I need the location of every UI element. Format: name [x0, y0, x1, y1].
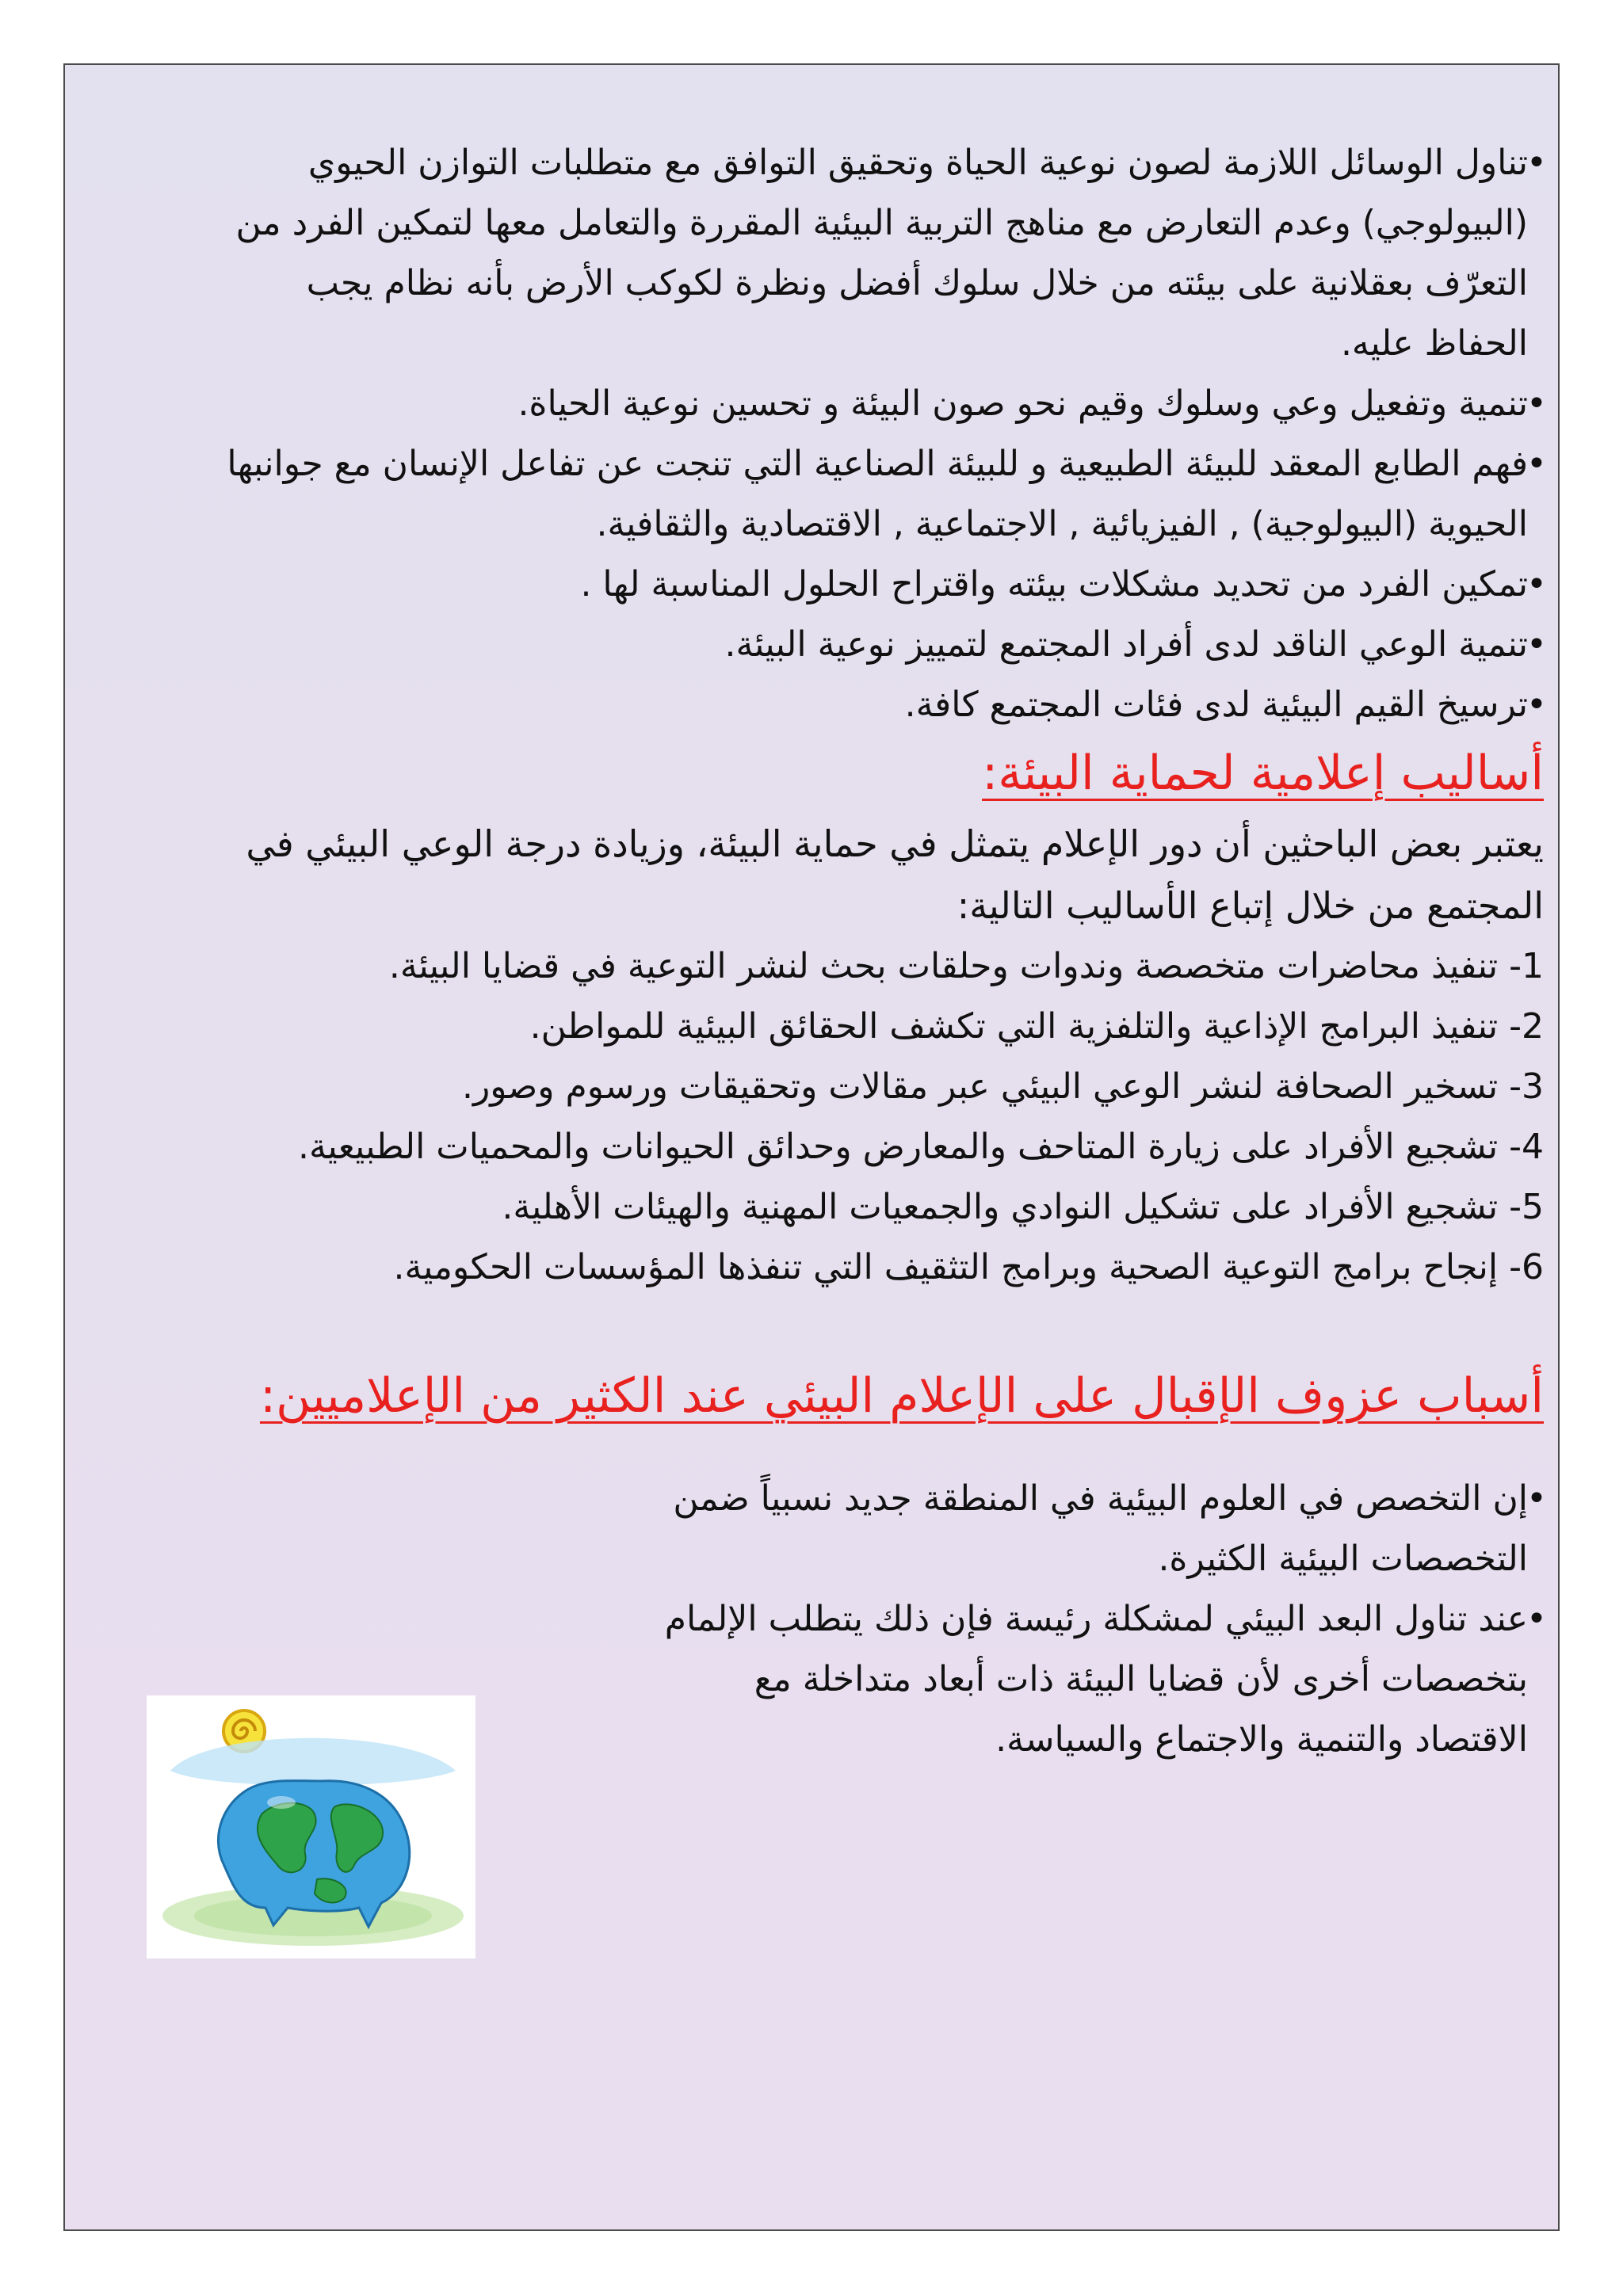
bullet-glyph: •	[1526, 143, 1547, 183]
list-item: 3- تسخير الصحافة لنشر الوعي البيئي عبر مقالات وتحقيقات ورسوم وصور.	[461, 1066, 1544, 1107]
media-intro-paragraph: يعتبر بعض الباحثين أن دور الإعلام يتمثل في حماية البيئة، وزيادة درجة الوعي البيئي في المجتمع من خلال إتباع الأساليب التالية:	[246, 822, 1544, 927]
list-item	[198, 615, 1547, 675]
bullet-glyph: •	[1526, 1478, 1547, 1519]
list-item: 6- إنجاح برامج التوعية الصحية وبرامج التثقيف التي تنفذها المؤسسات الحكومية.	[393, 1247, 1544, 1287]
list-item	[198, 133, 1547, 374]
list-item	[648, 1589, 1547, 1770]
bullet-glyph: •	[1526, 685, 1547, 725]
list-item: 2- تنفيذ البرامج الإذاعية والتلفزية التي تكشف الحقائق البيئية للمواطن.	[529, 1006, 1544, 1047]
list-item-text: إن التخصص في العلوم البيئية في المنطقة جديد نسبياً ضمن التخصصات البيئية الكثيرة.	[673, 1478, 1528, 1579]
list-item-text: تنمية وتفعيل وعي وسلوك وقيم نحو صون البيئة و تحسين نوعية الحياة.	[517, 383, 1528, 424]
document-content	[198, 133, 1547, 1770]
list-item: 1- تنفيذ محاضرات متخصصة وندوات وحلقات بحث لنشر التوعية في قضايا البيئة.	[388, 946, 1544, 986]
section-heading-media-styles: أساليب إعلامية لحماية البيئة:	[982, 746, 1544, 801]
bullet-glyph: •	[1526, 624, 1547, 665]
reasons-bullet-list	[648, 1469, 1547, 1770]
bullet-glyph: •	[1526, 383, 1547, 424]
list-item	[198, 374, 1547, 434]
list-item: 5- تشجيع الأفراد على تشكيل النوادي والجمعيات المهنية والهيئات الأهلية.	[502, 1187, 1544, 1227]
list-item-text: تمكين الفرد من تحديد مشكلات بيئته واقتراح الحلول المناسبة لها .	[580, 564, 1528, 605]
numbered-list	[198, 936, 1544, 1298]
bullet-glyph: •	[1526, 564, 1547, 605]
list-item: 4- تشجيع الأفراد على زيارة المتاحف والمعارض وحدائق الحيوانات والمحميات الطبيعية.	[297, 1127, 1544, 1167]
list-item-text: فهم الطابع المعقد للبيئة الطبيعية و للبيئة الصناعية التي تنجت عن تفاعل الإنسان مع جوانبها الحيوية (البيولوجية) , الفيزيائية , الاجتماعية , الاقتصادية والثقافية.	[227, 444, 1528, 544]
list-item-text: تنمية الوعي الناقد لدى أفراد المجتمع لتمييز نوعية البيئة.	[724, 624, 1528, 665]
list-item	[198, 434, 1547, 555]
bullet-glyph: •	[1526, 444, 1547, 484]
list-item	[648, 1469, 1547, 1589]
list-item-text: عند تناول البعد البيئي لمشكلة رئيسة فإن ذلك يتطلب الإلمام بتخصصات أخرى لأن قضايا البيئة ذات أبعاد متداخلة مع الاقتصاد والتنمية والاجتماع والسياسة.	[664, 1599, 1528, 1760]
section-heading-reasons: أسباب عزوف الإقبال على الإعلام البيئي عند الكثير من الإعلاميين:	[259, 1368, 1544, 1424]
list-item	[198, 555, 1547, 615]
list-item	[198, 675, 1547, 735]
intro-bullet-list	[198, 133, 1547, 735]
melting-earth-icon	[147, 1695, 475, 1958]
list-item-text: ترسيخ القيم البيئية لدى فئات المجتمع كافة.	[904, 685, 1528, 725]
bullet-glyph: •	[1526, 1599, 1547, 1639]
list-item-text: تناول الوسائل اللازمة لصون نوعية الحياة وتحقيق التوافق مع متطلبات التوازن الحيوي (البيولوجي) وعدم التعارض مع مناهج التربية البيئية المقررة والتعامل معها لتمكين الفرد من التعرّف بعقلانية على بيئته من خلال سلوك أفضل ونظرة لكوكب الأرض بأنه نظام يجب الحفاظ عليه.	[235, 143, 1528, 364]
